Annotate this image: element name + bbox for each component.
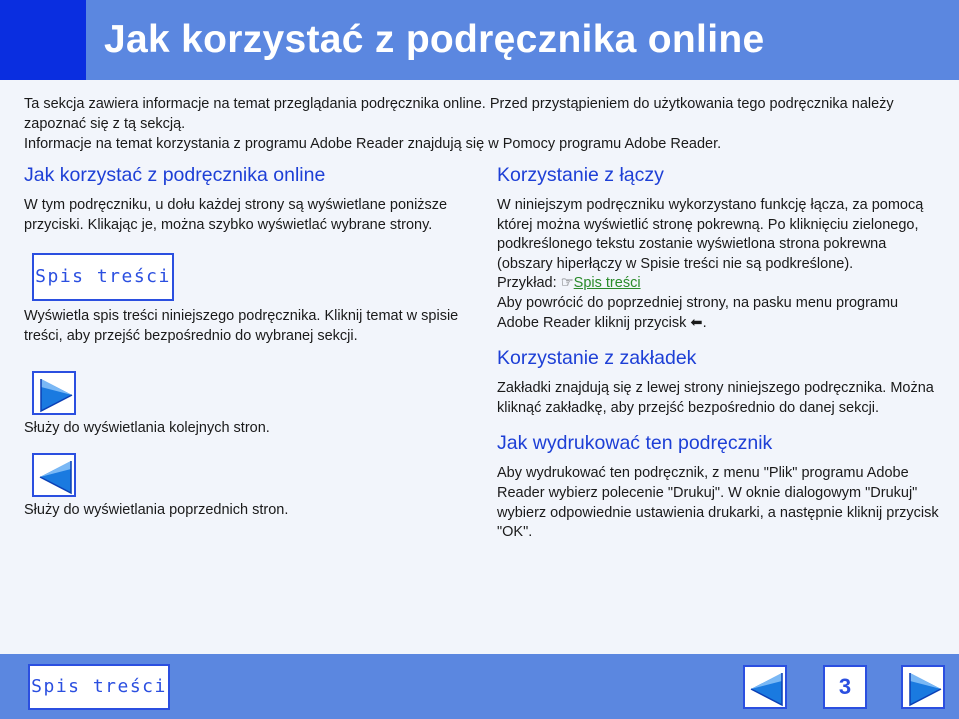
bookmarks-heading: Korzystanie z zakładek bbox=[497, 347, 697, 370]
next-description: Służy do wyświetlania kolejnych stron. bbox=[24, 420, 270, 436]
links-text bbox=[497, 196, 942, 333]
prev-description: Służy do wyświetlania poprzednich stron. bbox=[24, 502, 289, 518]
footer-prev-page-button[interactable] bbox=[743, 665, 787, 709]
page-number: 3 bbox=[823, 665, 867, 709]
print-heading: Jak wydrukować ten podręcznik bbox=[497, 432, 773, 455]
links-text-body: W niniejszym podręczniku wykorzystano funkcję łącza, za pomocą której można wyświetlić stronę pokrewną. Po kliknięciu zielonego, podkreślonego tekstu zostanie wyświetlona strona pokrewna (obszary hiperłączy w Spisie treści nie są podkreślone). bbox=[497, 197, 924, 272]
example-link-toc[interactable]: Spis treści bbox=[573, 275, 641, 292]
example-label: Przykład: bbox=[497, 275, 561, 292]
print-text: Aby wydrukować ten podręcznik, z menu "Plik" programu Adobe Reader wybierz polecenie "Drukuj". W oknie dialogowym "Drukuj" wybierz odpowiednie ustawienia drukarki, a następnie kliknij przycisk "OK". bbox=[497, 465, 939, 541]
header-corner-block bbox=[0, 0, 86, 80]
intro-text-2: Informacje na temat korzystania z programu Adobe Reader znajdują się w Pomocy programu Adobe Reader. bbox=[24, 136, 722, 152]
left-column bbox=[24, 162, 464, 346]
toc-description: Wyświetla spis treści niniejszego podręcznika. Kliknij temat w spisie treści, aby przejść bezpośrednio do wybranej sekcji. bbox=[24, 308, 459, 344]
next-page-sample-button[interactable] bbox=[32, 371, 76, 415]
intro-section bbox=[24, 94, 944, 154]
toc-sample-button[interactable]: Spis treści bbox=[32, 253, 174, 301]
back-text: Aby powrócić do poprzedniej strony, na pasku menu programu Adobe Reader kliknij przycisk bbox=[497, 294, 899, 331]
left-heading: Jak korzystać z podręcznika online bbox=[24, 164, 326, 186]
prev-arrow-icon bbox=[749, 671, 785, 707]
header-bar bbox=[0, 0, 959, 80]
next-arrow-icon bbox=[907, 671, 943, 707]
footer-next-page-button[interactable] bbox=[901, 665, 945, 709]
buttons-intro-text: W tym podręczniku, u dołu każdej strony są wyświetlane poniższe przyciski. Klikając je, można szybko wyświetlać wybrane strony. bbox=[24, 197, 448, 233]
example-line bbox=[497, 274, 942, 294]
right-column bbox=[497, 162, 942, 543]
intro-text-1: Ta sekcja zawiera informacje na temat przeglądania podręcznika online. Przed przystąpieniem do użytkowania tego podręcznika należy zapoznać się z tą sekcją. bbox=[24, 96, 894, 132]
back-arrow-icon: ⬅ bbox=[690, 314, 703, 331]
next-arrow-icon bbox=[38, 377, 74, 413]
page-title: Jak korzystać z podręcznika online bbox=[104, 18, 765, 61]
footer-toc-button[interactable]: Spis treści bbox=[28, 664, 170, 710]
bookmarks-text: Zakładki znajdują się z lewej strony niniejszego podręcznika. Można kliknąć zakładkę, aby przejść bezpośrednio do danej sekcji. bbox=[497, 380, 934, 416]
pointing-hand-icon: ☞ bbox=[560, 275, 574, 292]
back-text-end: . bbox=[702, 314, 707, 331]
prev-page-sample-button[interactable] bbox=[32, 453, 76, 497]
prev-arrow-icon bbox=[38, 459, 74, 495]
links-heading: Korzystanie z łączy bbox=[497, 164, 664, 186]
